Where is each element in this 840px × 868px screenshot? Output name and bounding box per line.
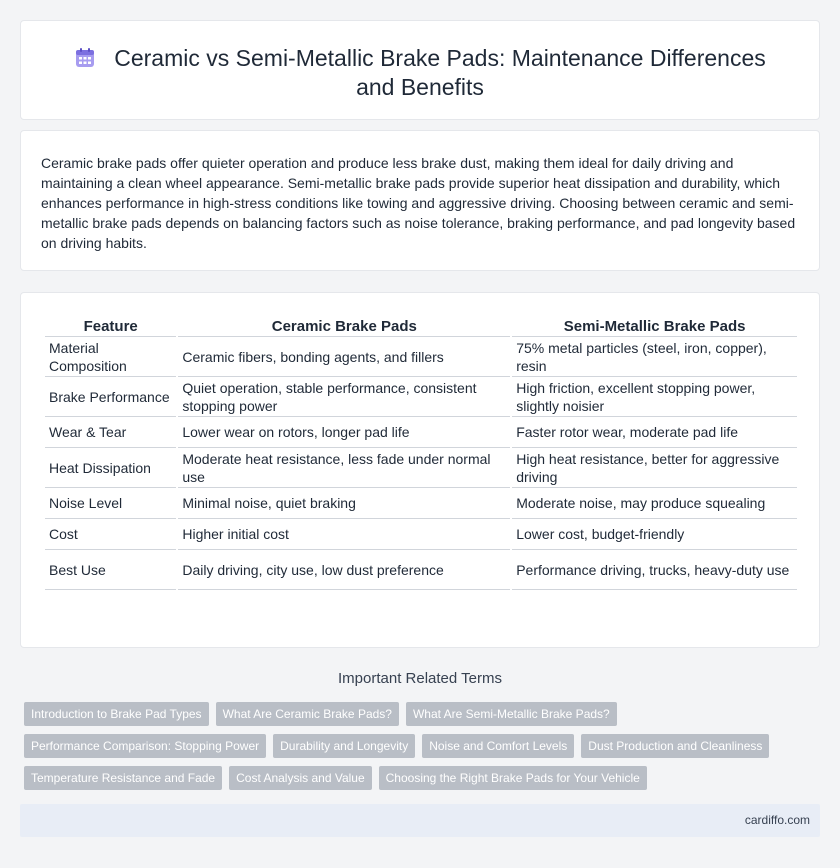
table-row [45,448,797,488]
page-title [21,44,819,102]
semi-metallic-cell: High heat resistance, better for aggressive driving [512,448,797,488]
tag-dust-production-and-cleanliness[interactable]: Dust Production and Cleanliness [581,734,769,758]
tag-noise-and-comfort-levels[interactable]: Noise and Comfort Levels [422,734,574,758]
tag-performance-comparison[interactable]: Performance Comparison: Stopping Power [24,734,266,758]
footer-site-link[interactable]: cardiffo.com [744,813,810,827]
semi-metallic-cell: Performance driving, trucks, heavy-duty use [512,550,797,590]
page-title-text: Ceramic vs Semi-Metallic Brake Pads: Maintenance Differences and Benefits [114,45,766,100]
table-header-row [45,315,797,337]
table-row [45,519,797,550]
footer [20,804,820,837]
header-semi-metallic: Semi-Metallic Brake Pads [512,315,797,337]
ceramic-cell: Daily driving, city use, low dust preference [178,550,510,590]
ceramic-cell: Higher initial cost [178,519,510,550]
ceramic-cell: Moderate heat resistance, less fade under normal use [178,448,510,488]
tag-what-are-ceramic-brake-pads[interactable]: What Are Ceramic Brake Pads? [216,702,399,726]
tag-row [24,702,824,726]
header-card [20,20,820,120]
table-row [45,550,797,590]
comparison-table [43,315,799,590]
feature-cell: Best Use [45,550,176,590]
semi-metallic-cell: 75% metal particles (steel, iron, copper), resin [512,337,797,377]
header-feature: Feature [45,315,176,337]
tag-temperature-resistance-and-fade[interactable]: Temperature Resistance and Fade [24,766,222,790]
table-row [45,488,797,519]
feature-cell: Noise Level [45,488,176,519]
intro-paragraph: Ceramic brake pads offer quieter operation and produce less brake dust, making them ideal for daily driving and maintaining a clean wheel appearance. Semi-metallic brake pads provide superior heat dissipation and durability, which enhances performance in high-stress conditions like towing and aggressive driving. Choosing between ceramic and semi-metallic brake pads depends on balancing factors such as noise tolerance, braking performance, and pad longevity based on driving habits. [41,155,796,251]
tag-cost-analysis-and-value[interactable]: Cost Analysis and Value [229,766,372,790]
semi-metallic-cell: Moderate noise, may produce squealing [512,488,797,519]
feature-cell: Heat Dissipation [45,448,176,488]
intro-card [20,130,820,271]
related-terms-tags [24,702,824,798]
tag-row [24,734,824,758]
semi-metallic-cell: Lower cost, budget-friendly [512,519,797,550]
table-row [45,337,797,377]
feature-cell: Wear & Tear [45,417,176,448]
ceramic-cell: Lower wear on rotors, longer pad life [178,417,510,448]
feature-cell: Brake Performance [45,377,176,417]
feature-cell: Cost [45,519,176,550]
tag-choosing-the-right-brake-pads[interactable]: Choosing the Right Brake Pads for Your Vehicle [379,766,647,790]
calendar-icon [74,47,96,69]
related-terms-title: Important Related Terms [338,670,502,687]
table-row [45,377,797,417]
ceramic-cell: Minimal noise, quiet braking [178,488,510,519]
tag-introduction-to-brake-pad-types[interactable]: Introduction to Brake Pad Types [24,702,209,726]
tag-what-are-semi-metallic-brake-pads[interactable]: What Are Semi-Metallic Brake Pads? [406,702,617,726]
feature-cell: Material Composition [45,337,176,377]
header-ceramic: Ceramic Brake Pads [178,315,510,337]
comparison-table-card [20,292,820,648]
tag-durability-and-longevity[interactable]: Durability and Longevity [273,734,415,758]
tag-row [24,766,824,790]
ceramic-cell: Ceramic fibers, bonding agents, and fillers [178,337,510,377]
semi-metallic-cell: Faster rotor wear, moderate pad life [512,417,797,448]
table-row [45,417,797,448]
semi-metallic-cell: High friction, excellent stopping power, slightly noisier [512,377,797,417]
ceramic-cell: Quiet operation, stable performance, consistent stopping power [178,377,510,417]
